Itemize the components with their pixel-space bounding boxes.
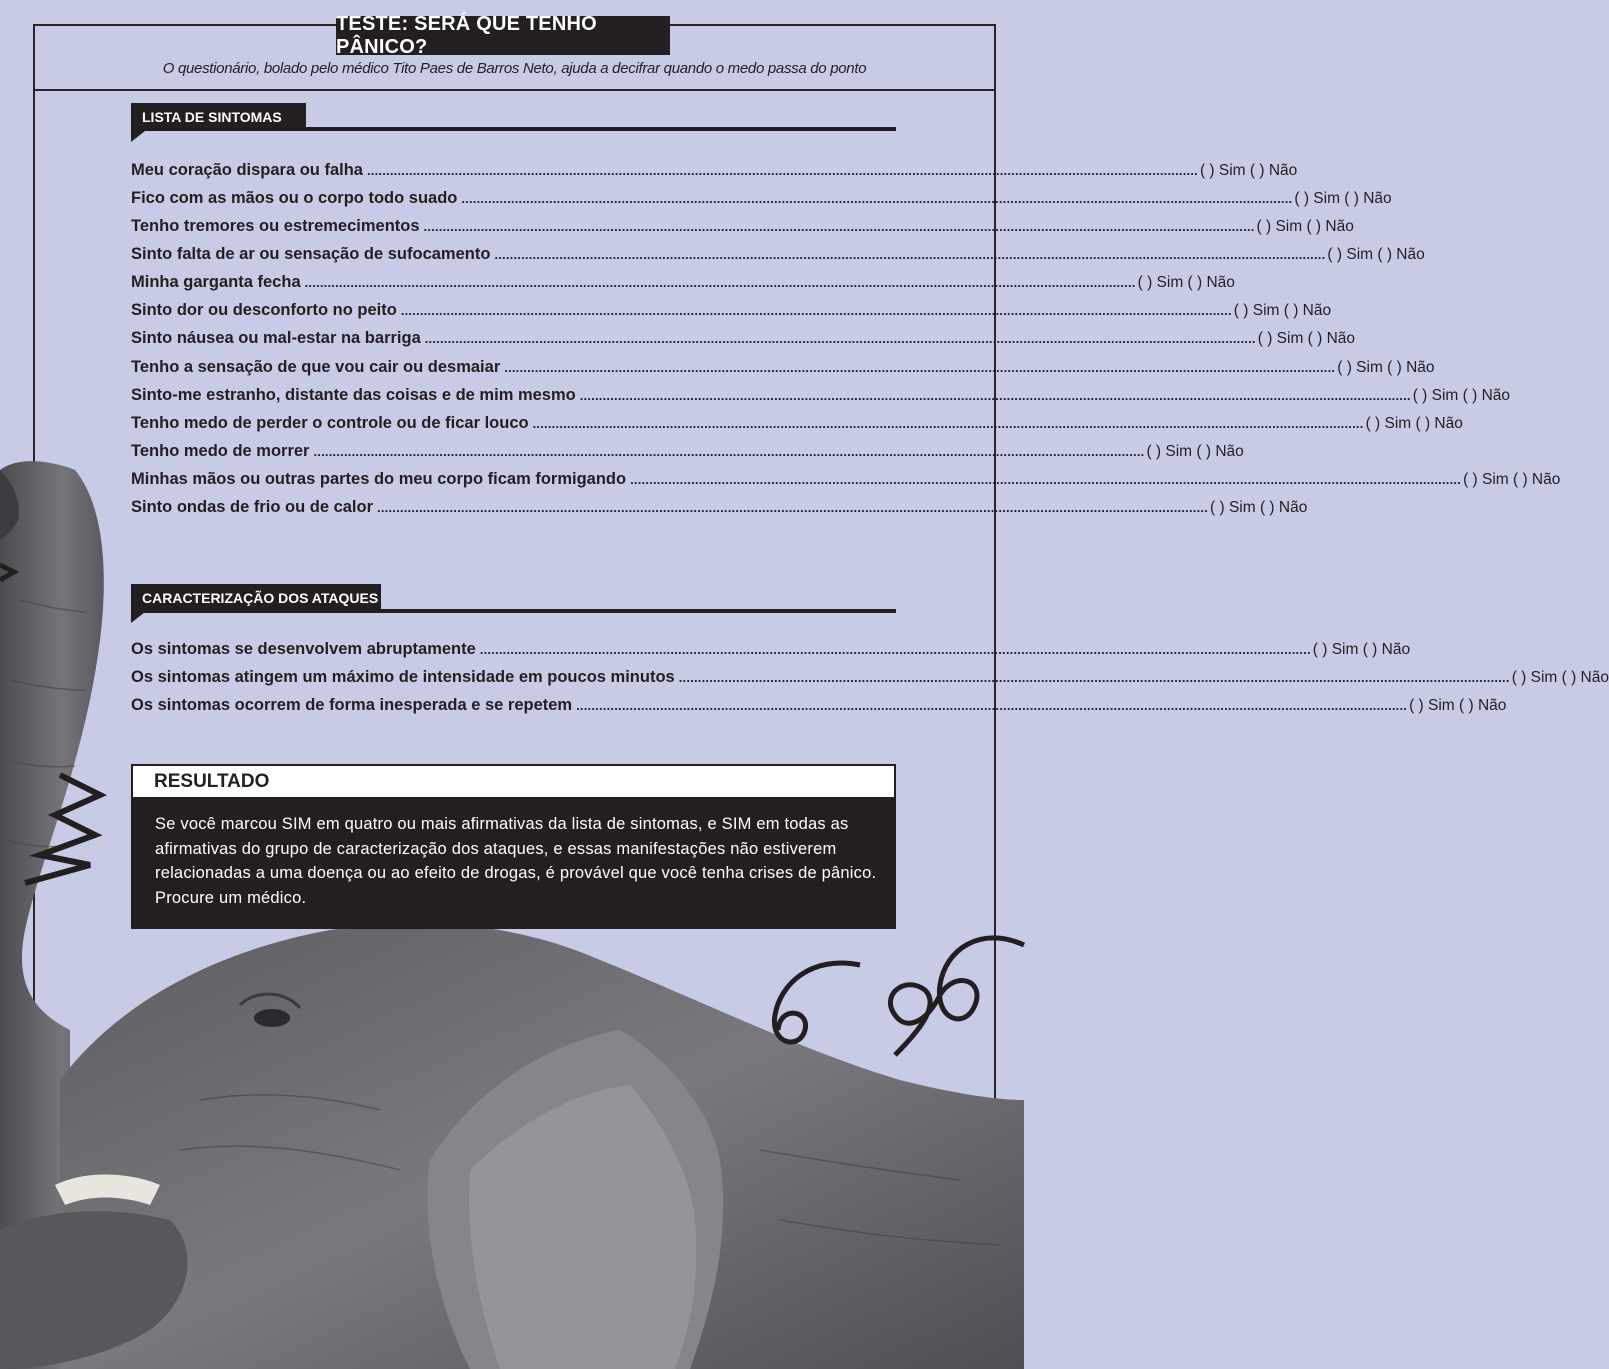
dot-leader: .......................................................................................................................................................................................................................... xyxy=(366,163,1198,178)
section-rule-ataques xyxy=(131,609,896,613)
yes-no-options[interactable]: ( ) Sim ( ) Não xyxy=(1463,471,1561,488)
yes-no-options[interactable]: ( ) Sim ( ) Não xyxy=(1210,499,1308,516)
dot-leader: .......................................................................................................................................................................................................................... xyxy=(424,331,1256,346)
dot-leader: .......................................................................................................................................................................................................................... xyxy=(423,219,1255,234)
list-item xyxy=(131,498,1308,520)
attack-text: Os sintomas se desenvolvem abruptamente xyxy=(131,640,476,658)
dot-leader: .......................................................................................................................................................................................................................... xyxy=(630,472,1462,487)
list-item xyxy=(131,358,1435,380)
list-item xyxy=(131,161,1298,183)
yes-no-options[interactable]: ( ) Sim ( ) Não xyxy=(1137,274,1235,291)
symptom-text: Sinto ondas de frio ou de calor xyxy=(131,498,374,516)
symptom-text: Sinto náusea ou mal-estar na barriga xyxy=(131,329,421,347)
result-box xyxy=(131,764,896,929)
list-item xyxy=(131,273,1235,295)
list-item xyxy=(131,245,1425,267)
symptom-text: Sinto-me estranho, distante das coisas e de mim mesmo xyxy=(131,386,576,404)
result-heading: RESULTADO xyxy=(133,766,894,797)
list-item xyxy=(131,301,1332,323)
yes-no-options[interactable]: ( ) Sim ( ) Não xyxy=(1337,359,1435,376)
dot-leader: .......................................................................................................................................................................................................................... xyxy=(479,642,1311,657)
result-text: Se você marcou SIM em quatro ou mais afirmativas da lista de sintomas, e SIM em todas as afirmativas do grupo de caracterização dos ataques, e essas manifestações não estiverem relacionadas a uma doença ou ao efeito de drogas, é provável que você tenha crises de pânico. Procure um médico. xyxy=(155,815,877,907)
section-heading-ataques: CARACTERIZAÇÃO DOS ATAQUES xyxy=(131,584,381,612)
dot-leader: .......................................................................................................................................................................................................................... xyxy=(579,388,1411,403)
dot-leader: .......................................................................................................................................................................................................................... xyxy=(461,191,1293,206)
symptom-text: Meu coração dispara ou falha xyxy=(131,161,363,179)
page-title: TESTE: SERÁ QUE TENHO PÂNICO? xyxy=(336,16,670,55)
list-item xyxy=(131,329,1356,351)
yes-no-options[interactable]: ( ) Sim ( ) Não xyxy=(1294,190,1392,207)
yes-no-options[interactable]: ( ) Sim ( ) Não xyxy=(1511,669,1609,686)
list-item xyxy=(131,189,1392,211)
list-item xyxy=(131,217,1354,239)
symptom-text: Minhas mãos ou outras partes do meu corpo ficam formigando xyxy=(131,470,627,488)
dot-leader: .......................................................................................................................................................................................................................... xyxy=(494,247,1326,262)
yes-no-options[interactable]: ( ) Sim ( ) Não xyxy=(1365,415,1463,432)
attack-text: Os sintomas atingem um máximo de intensidade em poucos minutos xyxy=(131,668,675,686)
list-item xyxy=(131,696,1507,718)
attack-text: Os sintomas ocorrem de forma inesperada e se repetem xyxy=(131,696,573,714)
dot-leader: .......................................................................................................................................................................................................................... xyxy=(313,444,1145,459)
symptom-text: Tenho medo de morrer xyxy=(131,442,310,460)
dot-leader: .......................................................................................................................................................................................................................... xyxy=(576,698,1408,713)
dot-leader: .......................................................................................................................................................................................................................... xyxy=(532,416,1364,431)
yes-no-options[interactable]: ( ) Sim ( ) Não xyxy=(1312,641,1411,658)
symptom-text: Fico com as mãos ou o corpo todo suado xyxy=(131,189,458,207)
list-item xyxy=(131,470,1561,492)
symptom-text: Sinto falta de ar ou sensação de sufocamento xyxy=(131,245,491,263)
list-item xyxy=(131,640,1411,662)
list-item xyxy=(131,414,1463,436)
symptom-text: Minha garganta fecha xyxy=(131,273,301,291)
dot-leader: .......................................................................................................................................................................................................................... xyxy=(304,275,1136,290)
section-heading-sintomas: LISTA DE SINTOMAS xyxy=(131,103,306,131)
dot-leader: .......................................................................................................................................................................................................................... xyxy=(377,500,1209,515)
yes-no-options[interactable]: ( ) Sim ( ) Não xyxy=(1256,218,1354,235)
section-rule-sintomas xyxy=(131,127,896,131)
symptom-text: Tenho a sensação de que vou cair ou desmaiar xyxy=(131,358,501,376)
yes-no-options[interactable]: ( ) Sim ( ) Não xyxy=(1146,443,1244,460)
yes-no-options[interactable]: ( ) Sim ( ) Não xyxy=(1233,302,1332,319)
dot-leader: .......................................................................................................................................................................................................................... xyxy=(678,670,1510,685)
list-item xyxy=(131,668,1609,690)
yes-no-options[interactable]: ( ) Sim ( ) Não xyxy=(1199,162,1298,179)
yes-no-options[interactable]: ( ) Sim ( ) Não xyxy=(1412,387,1511,404)
yes-no-options[interactable]: ( ) Sim ( ) Não xyxy=(1257,330,1356,347)
page-subtitle: O questionário, bolado pelo médico Tito Paes de Barros Neto, ajuda a decifrar quando o medo passa do ponto xyxy=(162,60,867,77)
symptom-text: Sinto dor ou desconforto no peito xyxy=(131,301,397,319)
symptom-text: Tenho tremores ou estremecimentos xyxy=(131,217,420,235)
symptom-text: Tenho medo de perder o controle ou de ficar louco xyxy=(131,414,529,432)
yes-no-options[interactable]: ( ) Sim ( ) Não xyxy=(1327,246,1425,263)
yes-no-options[interactable]: ( ) Sim ( ) Não xyxy=(1409,697,1507,714)
list-item xyxy=(131,386,1511,408)
list-item xyxy=(131,442,1244,464)
dot-leader: .......................................................................................................................................................................................................................... xyxy=(400,303,1232,318)
dot-leader: .......................................................................................................................................................................................................................... xyxy=(504,360,1336,375)
